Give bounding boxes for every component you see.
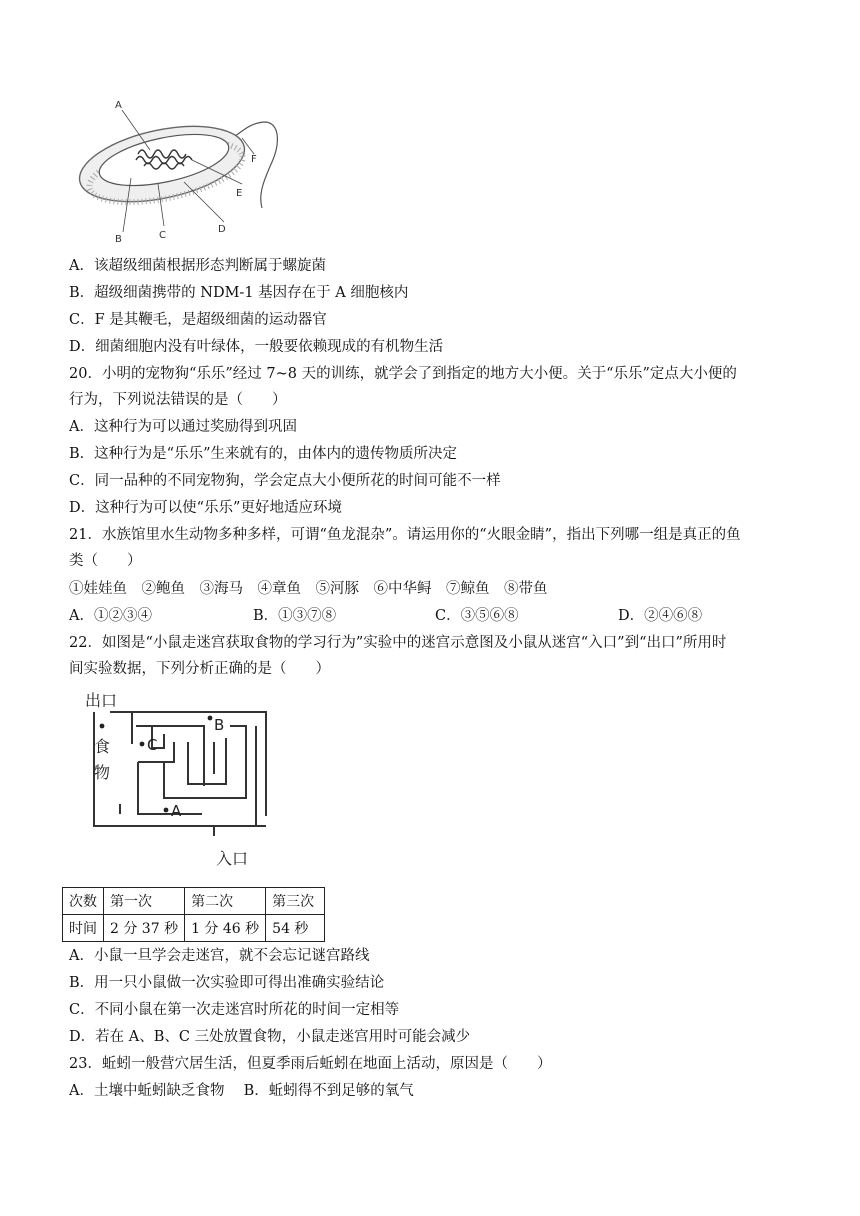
q23-options-line: A．土壤中蚯蚓缺乏食物 B．蚯蚓得不到足够的氧气 <box>69 1083 414 1099</box>
maze-figure <box>80 686 280 876</box>
q22-stem-line1: 22．如图是“小鼠走迷宫获取食物的学习行为”实验中的迷宫示意图及小鼠从迷宫“入口”到“出口”所用时 <box>69 635 727 651</box>
table-cell: 54 秒 <box>266 915 325 942</box>
q21-option-c: C．③⑤⑥⑧ <box>435 608 519 624</box>
q22-option-b: B．用一只小鼠做一次实验即可得出准确实验结论 <box>69 975 385 991</box>
q20-stem-line1: 20．小明的宠物狗“乐乐”经过 7~8 天的训练，就学会了到指定的地方大小便。关于“乐乐”定点大小便的 <box>69 366 737 382</box>
q20-option-c: C．同一品种的不同宠物狗，学会定点大小便所花的时间可能不一样 <box>69 473 501 489</box>
maze-point-c: C <box>147 736 158 754</box>
maze-exit-label: 出口 <box>85 691 118 710</box>
table-row <box>63 888 325 915</box>
maze-entrance-label: 入口 <box>216 849 249 868</box>
q22-stem-line2: 间实验数据，下列分析正确的是（ ） <box>69 661 330 677</box>
label-e: E <box>236 188 243 199</box>
q19-option-a: A．该超级细菌根据形态判断属于螺旋菌 <box>69 258 326 274</box>
q21-stem-line2: 类（ ） <box>69 553 142 569</box>
q20-option-d: D．这种行为可以使“乐乐”更好地适应环境 <box>69 500 342 516</box>
q21-stem-line1: 21．水族馆里水生动物多种多样，可谓“鱼龙混杂”。请运用你的“火眼金睛”，指出下列哪一组是真正的鱼 <box>69 527 741 543</box>
q19-option-b: B．超级细菌携带的 NDM-1 基因存在于 A 细胞核内 <box>69 285 409 301</box>
maze-point-b: B <box>214 716 225 734</box>
q21-items: ①娃娃鱼 ②鲍鱼 ③海马 ④章鱼 ⑤河豚 ⑥中华鲟 ⑦鲸鱼 ⑧带鱼 <box>69 581 548 597</box>
label-f: F <box>251 154 257 165</box>
label-b: B <box>115 234 122 245</box>
maze-times-table <box>62 887 325 942</box>
table-cell: 第三次 <box>266 888 325 915</box>
q19-option-c: C．F 是其鞭毛，是超级细菌的运动器官 <box>69 312 327 328</box>
table-cell: 第一次 <box>104 888 185 915</box>
maze-food-label-1: 食 <box>94 737 111 756</box>
bacteria-figure <box>66 92 286 250</box>
maze-food-label-2: 物 <box>94 763 111 782</box>
table-row <box>63 915 325 942</box>
q22-option-d: D．若在 A、B、C 三处放置食物，小鼠走迷宫用时可能会减少 <box>69 1029 471 1045</box>
q21-option-a: A．①②③④ <box>69 608 152 624</box>
table-cell: 次数 <box>63 888 104 915</box>
maze-point-a: A <box>171 802 182 820</box>
q20-option-b: B．这种行为是“乐乐”生来就有的，由体内的遗传物质所决定 <box>69 446 457 462</box>
q22-option-a: A．小鼠一旦学会走迷宫，就不会忘记谜宫路线 <box>69 948 370 964</box>
q20-option-a: A．这种行为可以通过奖励得到巩固 <box>69 419 297 435</box>
label-c: C <box>159 230 166 241</box>
q23-stem: 23．蚯蚓一般营穴居生活，但夏季雨后蚯蚓在地面上活动，原因是（ ） <box>69 1056 552 1072</box>
table-cell: 时间 <box>63 915 104 942</box>
table-cell: 第二次 <box>185 888 266 915</box>
q19-option-d: D．细菌细胞内没有叶绿体，一般要依赖现成的有机物生活 <box>69 339 444 355</box>
q21-option-d: D．②④⑥⑧ <box>618 608 703 624</box>
table-cell: 2 分 37 秒 <box>104 915 185 942</box>
q22-option-c: C．不同小鼠在第一次走迷宫时所花的时间一定相等 <box>69 1002 400 1018</box>
table-cell: 1 分 46 秒 <box>185 915 266 942</box>
label-d: D <box>218 224 226 235</box>
label-a: A <box>115 100 122 111</box>
q20-stem-line2: 行为，下列说法错误的是（ ） <box>69 392 287 408</box>
q21-option-b: B．①③⑦⑧ <box>253 608 337 624</box>
